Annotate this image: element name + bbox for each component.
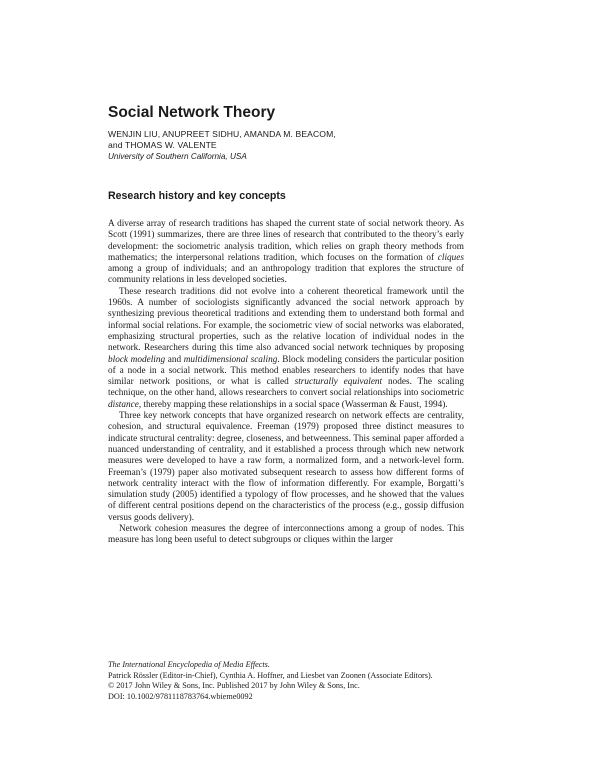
italic-term: structurally equivalent: [294, 377, 383, 388]
article-title: Social Network Theory: [108, 104, 276, 121]
text-run: Network cohesion measures the degree of interconnections among a group of nodes. This measure has long been useful to detect subgroups or cliques within the larger: [108, 524, 464, 546]
footer-doi: DOI: 10.1002/9781118783764.wbieme0092: [108, 691, 253, 701]
authors-line-2: and THOMAS W. VALENTE: [108, 140, 217, 150]
text-run: nodes. The scaling technique, on the other hand, allows researchers to convert social relationships into sociometric: [108, 377, 464, 399]
section-heading: Research history and key concepts: [108, 190, 286, 202]
article: [108, 104, 464, 547]
text-run: These research traditions did not evolve into a coherent theoretical framework until the 1960s. A number of sociologists significantly advanced the social network approach by synthesizing previous theoretical traditions and extending them to understand both formal and informal social relations. For example, the sociometric view of social networks was elaborated, emphasizing structural properties, such as the relative location of individual nodes in the network. Researchers during this time also advanced social network techniques by proposing: [108, 286, 464, 354]
publication-footer: [108, 660, 464, 702]
author-affiliation: University of Southern California, USA: [108, 152, 247, 161]
body-paragraph: [108, 219, 464, 287]
text-run: , thereby mapping these relationships in a social space (Wasserman & Faust, 1994).: [138, 399, 448, 410]
text-run: among a group of individuals; and an anthropology tradition that explores the structure of community relations in less developed societies.: [108, 264, 464, 286]
footer-copyright: © 2017 John Wiley & Sons, Inc. Published 2017 by John Wiley & Sons, Inc.: [108, 681, 360, 690]
footer-editors: Patrick Rössler (Editor-in-Chief), Cynthia A. Hoffner, and Liesbet van Zoonen (Associate Editors).: [108, 670, 433, 680]
body-paragraph: [108, 524, 464, 547]
italic-term: cliques: [437, 252, 464, 263]
authors-line-1: WENJIN LIU, ANUPREET SIDHU, AMANDA M. BEACOM,: [108, 129, 336, 139]
italic-term: block modeling: [108, 354, 166, 365]
text-run: and: [165, 354, 184, 365]
text-run: A diverse array of research traditions has shaped the current state of social network theory. As Scott (1991) summarizes, there are three lines of research that contributed to the theory’s early development: the sociometric analysis tradition, which relies on graph theory methods from mathematics; the interpersonal relations tradition, which focuses on the formation of: [108, 219, 464, 263]
text-run: Three key network concepts that have organized research on network effects are centrality, cohesion, and structural equivalence. Freeman (1979) proposed three distinct measures to indicate structural centrality: degree, closeness, and betweenness. This seminal paper afforded a nuanced understanding of centrality, and it established a process through which new network measures were developed to have a raw form, a normalized form, and a network-level form. Freeman’s (1979) paper also motivated subsequent research to assess how different forms of network centrality interact with the flow of information differently. For example, Borgatti’s simulation study (2005) identified a typology of flow processes, and he showed that the values of different central positions depend on the characteristics of the process (e.g., gossip diffusion versus goods delivery).: [108, 411, 464, 523]
body-paragraph: [108, 287, 464, 411]
italic-term: distance: [108, 399, 139, 410]
footer-journal: The International Encyclopedia of Media Effects.: [108, 660, 270, 669]
text-run: . Block modeling considers the particular position of a node in a social network. This method enables researchers to identify nodes that have similar network positions, or what is called: [108, 354, 464, 388]
body-paragraph: [108, 411, 464, 524]
italic-term: multidimensional scaling: [183, 354, 278, 365]
article-body: [108, 219, 464, 547]
